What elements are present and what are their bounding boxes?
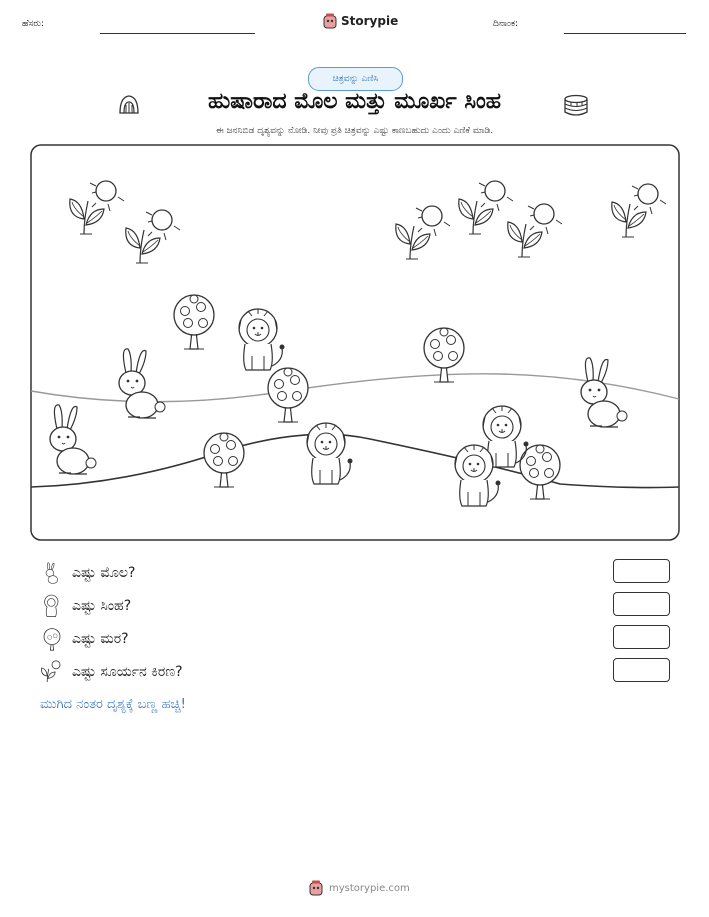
answer-box-sunrays[interactable] [613, 658, 670, 682]
instructions-text: ಈ ಜನನಿಬಿಡ ದೃಶ್ಯವನ್ನು ನೋಡಿ. ನೀವು ಪ್ರತಿ ಚಿತ್ರವನ್ನು ಎಷ್ಟು ಕಾಣಬಹುದು ಎಂದು ಎಣಿಕೆ ಮಾಡಿ. [215, 126, 494, 136]
question-lions [40, 594, 131, 618]
storypie-mascot-icon [309, 880, 323, 896]
name-field[interactable] [100, 33, 255, 34]
footer-brand [309, 880, 410, 896]
scene-illustration [30, 144, 680, 541]
sun-plant-icon [40, 660, 64, 684]
storypie-mascot-icon [323, 13, 337, 29]
page-title: ಹುಷಾರಾದ ಮೊಲ ಮತ್ತು ಮೂರ್ಖ ಸಿಂಹ [207, 89, 501, 114]
question-text: ಎಷ್ಟು ಮೊಲ? [72, 565, 136, 581]
brand-logo [323, 13, 398, 29]
footer-url[interactable]: mystorypie.com [329, 882, 410, 894]
name-label: ಹೆಸರು: [22, 19, 45, 29]
question-sunrays [40, 660, 183, 684]
answer-box-trees[interactable] [613, 625, 670, 649]
counting-scene [30, 144, 680, 541]
question-text: ಎಷ್ಟು ಸಿಂಹ? [72, 598, 132, 614]
question-rabbits [40, 561, 135, 585]
date-label: ದಿನಾಂಕ: [493, 19, 519, 29]
question-trees [40, 627, 129, 651]
lion-icon [40, 594, 64, 618]
answer-box-lions[interactable] [613, 592, 670, 616]
activity-badge: ಚಿತ್ರವನ್ನು ಎಣಿಸಿ [308, 67, 403, 91]
question-text: ಎಷ್ಟು ಮರ? [72, 631, 129, 647]
tree-icon [40, 627, 64, 651]
question-text: ಎಷ್ಟು ಸೂರ್ಯನ ಕಿರಣ? [72, 664, 183, 680]
date-field[interactable] [564, 33, 686, 34]
well-icon [563, 93, 589, 117]
brand-name: Storypie [341, 14, 399, 28]
answer-box-rabbits[interactable] [613, 559, 670, 583]
rabbit-icon [40, 561, 64, 585]
closing-note: ಮುಗಿದ ನಂತರ ದೃಶ್ಯಕ್ಕೆ ಬಣ್ಣ ಹಚ್ಚಿ! [40, 697, 186, 712]
